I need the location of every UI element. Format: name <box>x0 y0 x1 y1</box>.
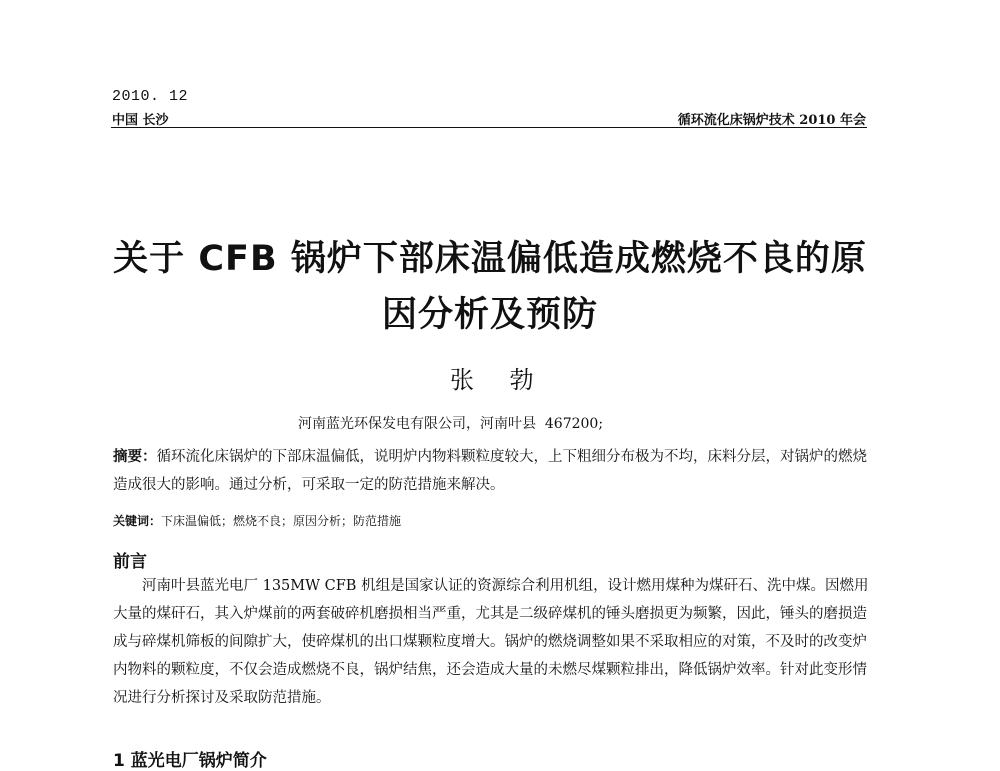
section-1-heading: 1 蓝光电厂锅炉简介 <box>113 751 267 771</box>
keywords-text: 下床温偏低；燃烧不良；原因分析；防范措施 <box>161 514 402 528</box>
author-name: 张 勃 <box>450 366 548 394</box>
header-date: 2010. 12 <box>112 88 189 105</box>
header-place: 中国 长沙 <box>112 113 169 128</box>
paper-title-line-2: 因分析及预防 <box>381 295 598 335</box>
header-rule <box>111 127 867 128</box>
preface-heading: 前言 <box>113 552 147 572</box>
preface-body: 河南叶县蓝光电厂 135MW CFB 机组是国家认证的资源综合利用机组，设计燃用煤种为煤矸石、洗中煤。因燃用大量的煤矸石，其入炉煤前的两套破碎机磨损相当严重，尤其是二级碎煤机的锤头磨损更为频繁，因此，锤头的磨损造成与碎煤机筛板的间隙扩大，使碎煤机的出口煤颗粒度增大。锅炉的燃烧调整如果不采取相应的对策，不及时的改变炉内物料的颗粒度，不仅会造成燃烧不良，锅炉结焦，还会造成大量的未燃尽煤颗粒排出，降低锅炉效率。针对此变形情况进行分析探讨及采取防范措施。 <box>113 578 869 706</box>
paper-title-line-1: 关于 CFB 锅炉下部床温偏低造成燃烧不良的原 <box>113 239 867 279</box>
abstract-label: 摘要： <box>113 448 157 465</box>
affiliation: 河南蓝光环保发电有限公司，河南叶县 467200; <box>298 416 604 432</box>
abstract <box>113 443 869 499</box>
keywords-label: 关键词： <box>113 514 162 528</box>
abstract-text: 循环流化床锅炉的下部床温偏低，说明炉内物料颗粒度较大，上下粗细分布极为不均，床料分层，对锅炉的燃烧造成很大的影响。通过分析，可采取一定的防范措施来解决。 <box>113 449 867 493</box>
header-conference: 循环流化床锅炉技术 2010 年会 <box>677 113 866 128</box>
keywords <box>113 512 401 529</box>
